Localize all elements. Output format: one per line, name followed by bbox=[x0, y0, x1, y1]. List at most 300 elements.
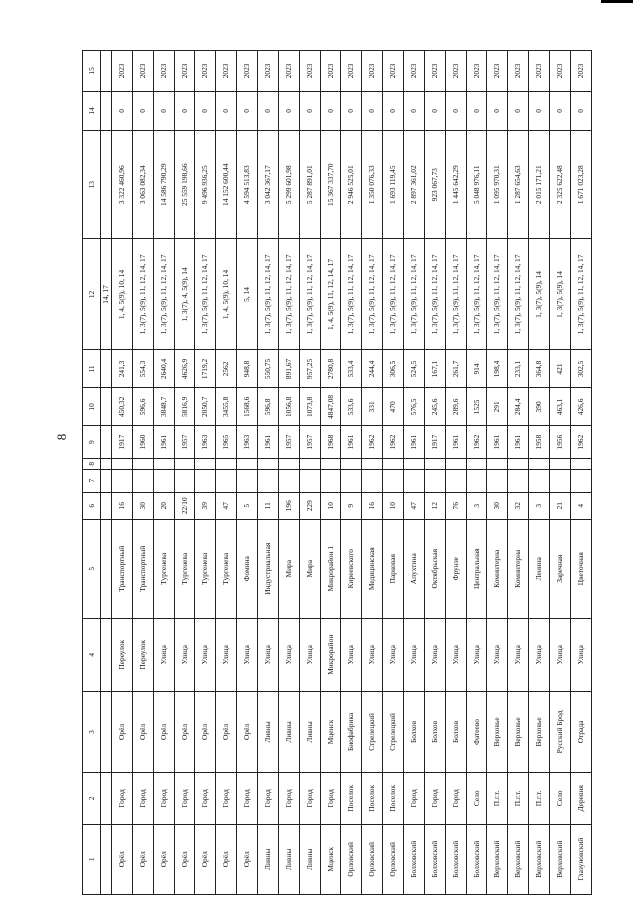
table-cell: Орловский bbox=[341, 824, 362, 894]
table-cell bbox=[550, 458, 571, 469]
table-cell: 5 bbox=[237, 492, 258, 519]
table-cell: Стрелецкий bbox=[383, 691, 404, 772]
table-cell: 891,67 bbox=[278, 350, 299, 388]
table-cell: Улица bbox=[403, 618, 424, 691]
table-cell bbox=[362, 469, 383, 492]
table-cell: Улица bbox=[487, 618, 508, 691]
table-cell bbox=[278, 469, 299, 492]
table-cell: 1, 3(7), 5(9), 11, 12, 14, 17 bbox=[487, 239, 508, 350]
table-cell: 1, 3(7), 5(9), 11, 12, 14, 17 bbox=[153, 239, 174, 350]
table-cell: Верховье bbox=[529, 691, 550, 772]
table-row bbox=[445, 51, 466, 895]
table-cell: Орёл bbox=[132, 824, 153, 894]
column-header: 10 bbox=[83, 388, 101, 426]
table-cell: 16 bbox=[362, 492, 383, 519]
table-row bbox=[341, 51, 362, 895]
empty-cell bbox=[101, 773, 112, 824]
table-cell: Верховский bbox=[550, 824, 571, 894]
table-cell: 957,25 bbox=[299, 350, 320, 388]
table-cell: Транспортный bbox=[111, 519, 132, 618]
table-cell: Улица bbox=[278, 618, 299, 691]
table-cell: 2023 bbox=[508, 51, 529, 92]
table-cell: 1961 bbox=[257, 426, 278, 459]
table-cell bbox=[529, 458, 550, 469]
table-cell: 1962 bbox=[362, 426, 383, 459]
table-cell: 1056,8 bbox=[278, 388, 299, 426]
table-cell: 0 bbox=[570, 91, 591, 130]
table-cell: 1, 3(7), 5(9), 14 bbox=[550, 239, 571, 350]
table-cell: 2023 bbox=[383, 51, 404, 92]
table-cell: 1960 bbox=[132, 426, 153, 459]
table-cell: 2023 bbox=[195, 51, 216, 92]
table-cell: 2023 bbox=[550, 51, 571, 92]
table-cell: Улица bbox=[550, 618, 571, 691]
table-cell bbox=[153, 458, 174, 469]
table-cell bbox=[195, 469, 216, 492]
table-cell: Болхов bbox=[424, 691, 445, 772]
table-cell: 2023 bbox=[299, 51, 320, 92]
table-cell: Ливны bbox=[257, 824, 278, 894]
table-cell: Верховский bbox=[487, 824, 508, 894]
table-cell: Ливны bbox=[278, 691, 299, 772]
table-cell: Орёл bbox=[216, 691, 237, 772]
table-cell: 76 bbox=[445, 492, 466, 519]
table-cell bbox=[466, 458, 487, 469]
table-cell: 390 bbox=[529, 388, 550, 426]
table-cell: 1568,6 bbox=[237, 388, 258, 426]
table-cell bbox=[299, 458, 320, 469]
table-cell: Парковая bbox=[383, 519, 404, 618]
table-cell: 2023 bbox=[153, 51, 174, 92]
table-cell: Улица bbox=[529, 618, 550, 691]
table-cell: 0 bbox=[153, 91, 174, 130]
table-cell: 167,1 bbox=[424, 350, 445, 388]
table-row bbox=[570, 51, 591, 895]
table-row bbox=[362, 51, 383, 895]
table-cell: 3 bbox=[466, 492, 487, 519]
table-cell: 1963 bbox=[237, 426, 258, 459]
table-cell: Орёл bbox=[132, 691, 153, 772]
empty-cell bbox=[101, 469, 112, 492]
empty-cell bbox=[101, 492, 112, 519]
table-cell: Город bbox=[153, 773, 174, 824]
empty-cell bbox=[101, 618, 112, 691]
table-cell: 1 671 023,28 bbox=[570, 131, 591, 239]
table-cell: 1917 bbox=[424, 426, 445, 459]
table-cell: Поселок bbox=[341, 773, 362, 824]
table-cell: 2 325 622,48 bbox=[550, 131, 571, 239]
table-cell: 0 bbox=[550, 91, 571, 130]
empty-cell bbox=[101, 691, 112, 772]
table-cell: 10 bbox=[383, 492, 404, 519]
table-cell: 1961 bbox=[341, 426, 362, 459]
table-cell: 3848,7 bbox=[153, 388, 174, 426]
table-cell: Село bbox=[550, 773, 571, 824]
table-cell: Мира bbox=[299, 519, 320, 618]
table-cell: 10 bbox=[320, 492, 341, 519]
table-cell bbox=[466, 469, 487, 492]
table-cell: 0 bbox=[445, 91, 466, 130]
table-cell: 5816,9 bbox=[174, 388, 195, 426]
table-cell: 2050,7 bbox=[195, 388, 216, 426]
table-cell: Улица bbox=[257, 618, 278, 691]
table-cell: 2023 bbox=[132, 51, 153, 92]
table-cell: 1, 3(7), 5(9), 11, 12, 14, 17 bbox=[195, 239, 216, 350]
table-cell: 245,6 bbox=[424, 388, 445, 426]
table-cell: 596,6 bbox=[132, 388, 153, 426]
table-cell: 284,4 bbox=[508, 388, 529, 426]
table-cell: 2023 bbox=[237, 51, 258, 92]
table-cell: Киреевского bbox=[341, 519, 362, 618]
table-cell: Город bbox=[237, 773, 258, 824]
table-cell: 0 bbox=[403, 91, 424, 130]
table-cell: Город bbox=[403, 773, 424, 824]
table-cell bbox=[299, 469, 320, 492]
table-cell: 1, 4, 5(9), 10, 14 bbox=[216, 239, 237, 350]
table-cell bbox=[341, 458, 362, 469]
table-cell: 1961 bbox=[153, 426, 174, 459]
table-cell: 3 322 460,96 bbox=[111, 131, 132, 239]
table-cell: 241,3 bbox=[111, 350, 132, 388]
table-cell bbox=[132, 458, 153, 469]
column-header: 15 bbox=[83, 51, 101, 92]
table-cell: Заречная bbox=[550, 519, 571, 618]
table-cell: 47 bbox=[403, 492, 424, 519]
table-cell: 306,5 bbox=[383, 350, 404, 388]
column-header: 6 bbox=[83, 492, 101, 519]
table-row bbox=[508, 51, 529, 895]
table-cell: 229 bbox=[299, 492, 320, 519]
table-cell: 1, 3(7), 5(9), 11, 12, 14, 17 bbox=[403, 239, 424, 350]
table-row bbox=[299, 51, 320, 895]
table-cell: Ливны bbox=[278, 824, 299, 894]
table-cell: 0 bbox=[362, 91, 383, 130]
empty-cell bbox=[101, 350, 112, 388]
table-row bbox=[466, 51, 487, 895]
table-cell: Орёл bbox=[174, 824, 195, 894]
table-cell bbox=[341, 469, 362, 492]
table-cell: Тургенева bbox=[174, 519, 195, 618]
table-cell: 22/10 bbox=[174, 492, 195, 519]
table-cell: 0 bbox=[487, 91, 508, 130]
table-cell bbox=[216, 458, 237, 469]
empty-cell bbox=[101, 824, 112, 894]
table-cell: 0 bbox=[195, 91, 216, 130]
table-cell: Мценск bbox=[320, 824, 341, 894]
table-cell: Глазуновский bbox=[570, 824, 591, 894]
table-cell: Болхов bbox=[403, 691, 424, 772]
table-cell: Орёл bbox=[195, 691, 216, 772]
table-cell: Орёл bbox=[216, 824, 237, 894]
table-cell: Улица bbox=[237, 618, 258, 691]
table-cell: П.г.т. bbox=[487, 773, 508, 824]
table-cell: 1073,8 bbox=[299, 388, 320, 426]
table-cell: Улица bbox=[383, 618, 404, 691]
table-cell: Фрунзе bbox=[445, 519, 466, 618]
table-cell: 14 152 600,44 bbox=[216, 131, 237, 239]
housing-register-table bbox=[82, 50, 592, 895]
table-cell: 0 bbox=[341, 91, 362, 130]
table-cell: 426,6 bbox=[570, 388, 591, 426]
table-cell bbox=[237, 469, 258, 492]
table-cell: 2 015 171,21 bbox=[529, 131, 550, 239]
table-cell bbox=[257, 458, 278, 469]
continuation-cell: 14, 17 bbox=[101, 239, 112, 350]
table-cell: 4847,08 bbox=[320, 388, 341, 426]
table-cell: Биофабрика bbox=[341, 691, 362, 772]
table-cell: Переулок bbox=[132, 618, 153, 691]
table-cell: Улица bbox=[570, 618, 591, 691]
table-cell: 0 bbox=[529, 91, 550, 130]
table-cell: 1957 bbox=[299, 426, 320, 459]
table-cell: Улица bbox=[195, 618, 216, 691]
table-cell bbox=[445, 458, 466, 469]
table-cell: 0 bbox=[111, 91, 132, 130]
table-cell: Центральная bbox=[466, 519, 487, 618]
table-cell: 5 287 891,01 bbox=[299, 131, 320, 239]
table-cell: 1963 bbox=[195, 426, 216, 459]
continuation-row bbox=[101, 51, 112, 895]
table-cell: 1, 3(7), 5(9), 14 bbox=[529, 239, 550, 350]
table-cell: Отрада bbox=[570, 691, 591, 772]
table-cell: Город bbox=[299, 773, 320, 824]
table-cell bbox=[487, 469, 508, 492]
table-cell: 923 067,73 bbox=[424, 131, 445, 239]
table-cell: Переулок bbox=[111, 618, 132, 691]
table-cell: Коминтерна bbox=[487, 519, 508, 618]
table-cell: Медицинская bbox=[362, 519, 383, 618]
table-cell: 1957 bbox=[174, 426, 195, 459]
empty-cell bbox=[101, 519, 112, 618]
table-cell: Город bbox=[278, 773, 299, 824]
table-cell: 289,6 bbox=[445, 388, 466, 426]
table-cell: 2 946 525,01 bbox=[341, 131, 362, 239]
table-cell: Город bbox=[216, 773, 237, 824]
table-cell: 11 bbox=[257, 492, 278, 519]
table-cell: Улица bbox=[153, 618, 174, 691]
empty-cell bbox=[101, 458, 112, 469]
table-cell: 1961 bbox=[508, 426, 529, 459]
table-cell: Поселок bbox=[362, 773, 383, 824]
table-cell: 2 897 361,02 bbox=[403, 131, 424, 239]
table-cell: Улица bbox=[216, 618, 237, 691]
table-cell bbox=[550, 469, 571, 492]
table-cell bbox=[487, 458, 508, 469]
table-cell: 2023 bbox=[257, 51, 278, 92]
page-number: 8 bbox=[54, 433, 69, 441]
table-cell: 9 bbox=[341, 492, 362, 519]
table-cell: Верховье bbox=[508, 691, 529, 772]
table-cell: 2023 bbox=[529, 51, 550, 92]
table-cell: 0 bbox=[216, 91, 237, 130]
table-cell: 14 586 790,29 bbox=[153, 131, 174, 239]
table-cell: 1719,2 bbox=[195, 350, 216, 388]
header-row bbox=[83, 51, 101, 895]
table-cell: Апухтина bbox=[403, 519, 424, 618]
table-cell: 0 bbox=[508, 91, 529, 130]
table-cell: Коминтерна bbox=[508, 519, 529, 618]
table-cell: 2023 bbox=[403, 51, 424, 92]
scan-edge-mark bbox=[601, 0, 633, 3]
table-cell: 0 bbox=[174, 91, 195, 130]
table-cell: 0 bbox=[237, 91, 258, 130]
table-cell: 2023 bbox=[111, 51, 132, 92]
table-cell: Русский Брод bbox=[550, 691, 571, 772]
rotated-page bbox=[82, 50, 592, 895]
table-cell bbox=[403, 458, 424, 469]
table-row bbox=[529, 51, 550, 895]
table-cell: 0 bbox=[320, 91, 341, 130]
table-cell bbox=[508, 458, 529, 469]
table-cell: 261,7 bbox=[445, 350, 466, 388]
column-header: 7 bbox=[83, 469, 101, 492]
table-cell: Орёл bbox=[195, 824, 216, 894]
table-cell: 1, 3(7), 5(9), 11, 12, 14, 17 bbox=[278, 239, 299, 350]
table-cell: 3455,8 bbox=[216, 388, 237, 426]
table-row bbox=[216, 51, 237, 895]
table-cell: Микрорайон bbox=[320, 618, 341, 691]
empty-cell bbox=[101, 51, 112, 92]
table-cell: 1, 3(7), 4, 5(9), 14 bbox=[174, 239, 195, 350]
table-cell: 5 048 976,11 bbox=[466, 131, 487, 239]
table-cell: Город bbox=[257, 773, 278, 824]
table-cell: 1, 3(7), 5(9), 11, 12, 14, 17 bbox=[466, 239, 487, 350]
table-cell: 12 bbox=[424, 492, 445, 519]
table-cell bbox=[362, 458, 383, 469]
table-cell: 2023 bbox=[466, 51, 487, 92]
table-row bbox=[132, 51, 153, 895]
table-cell bbox=[174, 458, 195, 469]
table-cell: 1961 bbox=[403, 426, 424, 459]
table-cell: Улица bbox=[341, 618, 362, 691]
table-cell: 4 594 513,83 bbox=[237, 131, 258, 239]
table-row bbox=[424, 51, 445, 895]
table-cell: 1 445 642,29 bbox=[445, 131, 466, 239]
table-cell: Мира bbox=[278, 519, 299, 618]
table-cell: 2023 bbox=[174, 51, 195, 92]
table-cell: 302,5 bbox=[570, 350, 591, 388]
table-cell: 1 693 119,45 bbox=[383, 131, 404, 239]
table-cell bbox=[111, 458, 132, 469]
table-cell: 1 350 076,33 bbox=[362, 131, 383, 239]
table-cell: Город bbox=[424, 773, 445, 824]
table-cell: Верховский bbox=[529, 824, 550, 894]
column-header: 14 bbox=[83, 91, 101, 130]
table-cell: 1, 3(7), 5(9), 11, 12, 14, 17 bbox=[132, 239, 153, 350]
table-cell: Город bbox=[195, 773, 216, 824]
table-cell: П.г.т. bbox=[508, 773, 529, 824]
table-cell: 1968 bbox=[320, 426, 341, 459]
table-cell: 5, 14 bbox=[237, 239, 258, 350]
table-cell: 576,5 bbox=[403, 388, 424, 426]
table-cell bbox=[320, 469, 341, 492]
table-cell: 198,4 bbox=[487, 350, 508, 388]
table-cell: Цветочная bbox=[570, 519, 591, 618]
table-cell: 1, 3(7), 5(9), 11, 12, 14, 17 bbox=[508, 239, 529, 350]
table-cell: 1957 bbox=[278, 426, 299, 459]
table-cell: Улица bbox=[299, 618, 320, 691]
table-cell: Город bbox=[132, 773, 153, 824]
table-cell: Улица bbox=[508, 618, 529, 691]
table-cell: 21 bbox=[550, 492, 571, 519]
column-header: 2 bbox=[83, 773, 101, 824]
table-cell: Октябрьская bbox=[424, 519, 445, 618]
table-cell: 0 bbox=[383, 91, 404, 130]
table-cell bbox=[508, 469, 529, 492]
table-cell bbox=[195, 458, 216, 469]
table-cell: 1956 bbox=[550, 426, 571, 459]
table-cell: Транспортный bbox=[132, 519, 153, 618]
table-cell: 524,5 bbox=[403, 350, 424, 388]
table-cell: Город bbox=[445, 773, 466, 824]
table-cell: Улица bbox=[445, 618, 466, 691]
table-cell: Болховский bbox=[424, 824, 445, 894]
table-cell: Орёл bbox=[153, 691, 174, 772]
table-row bbox=[257, 51, 278, 895]
table-cell: Город bbox=[111, 773, 132, 824]
table-cell bbox=[570, 458, 591, 469]
table-cell: 1, 4, 5(9), 10, 14 bbox=[111, 239, 132, 350]
table-cell: 1, 3(7), 5(9), 11, 12, 14, 17 bbox=[299, 239, 320, 350]
column-header: 3 bbox=[83, 691, 101, 772]
table-cell bbox=[529, 469, 550, 492]
table-cell: Улица bbox=[424, 618, 445, 691]
table-cell: 470 bbox=[383, 388, 404, 426]
table-cell: 2023 bbox=[216, 51, 237, 92]
table-cell: 364,8 bbox=[529, 350, 550, 388]
table-cell: 1, 3(7), 5(9), 11, 12, 14, 17 bbox=[257, 239, 278, 350]
table-cell bbox=[383, 469, 404, 492]
table-cell bbox=[403, 469, 424, 492]
table-cell bbox=[570, 469, 591, 492]
table-cell: 2023 bbox=[445, 51, 466, 92]
table-cell: Город bbox=[174, 773, 195, 824]
column-header: 4 bbox=[83, 618, 101, 691]
table-row bbox=[403, 51, 424, 895]
table-cell: Болховский bbox=[403, 824, 424, 894]
table-cell: Город bbox=[320, 773, 341, 824]
column-header: 13 bbox=[83, 131, 101, 239]
table-cell: 32 bbox=[508, 492, 529, 519]
table-cell: 421 bbox=[550, 350, 571, 388]
table-row bbox=[487, 51, 508, 895]
table-cell bbox=[424, 469, 445, 492]
table-cell: 1, 3(7), 5(9), 11, 12, 14, 17 bbox=[570, 239, 591, 350]
table-cell: Тургенева bbox=[216, 519, 237, 618]
table-cell: 30 bbox=[132, 492, 153, 519]
table-cell: Стрелецкий bbox=[362, 691, 383, 772]
table-cell: 1 287 654,63 bbox=[508, 131, 529, 239]
empty-cell bbox=[101, 426, 112, 459]
table-cell: 2640,4 bbox=[153, 350, 174, 388]
table-cell: Микрорайон 1 bbox=[320, 519, 341, 618]
table-cell: 1962 bbox=[383, 426, 404, 459]
table-cell: 4626,9 bbox=[174, 350, 195, 388]
column-header: 9 bbox=[83, 426, 101, 459]
table-cell bbox=[153, 469, 174, 492]
table-cell: Орёл bbox=[174, 691, 195, 772]
empty-cell bbox=[101, 131, 112, 239]
table-cell: 1, 4, 5(9), 11, 12, 14, 17 bbox=[320, 239, 341, 350]
table-cell: Верховье bbox=[487, 691, 508, 772]
table-cell: Ленина bbox=[529, 519, 550, 618]
table-cell: 0 bbox=[424, 91, 445, 130]
table-cell: Фомина bbox=[237, 519, 258, 618]
table-cell bbox=[132, 469, 153, 492]
table-cell: 1917 bbox=[111, 426, 132, 459]
table-cell: 2023 bbox=[424, 51, 445, 92]
table-cell: 550,75 bbox=[257, 350, 278, 388]
